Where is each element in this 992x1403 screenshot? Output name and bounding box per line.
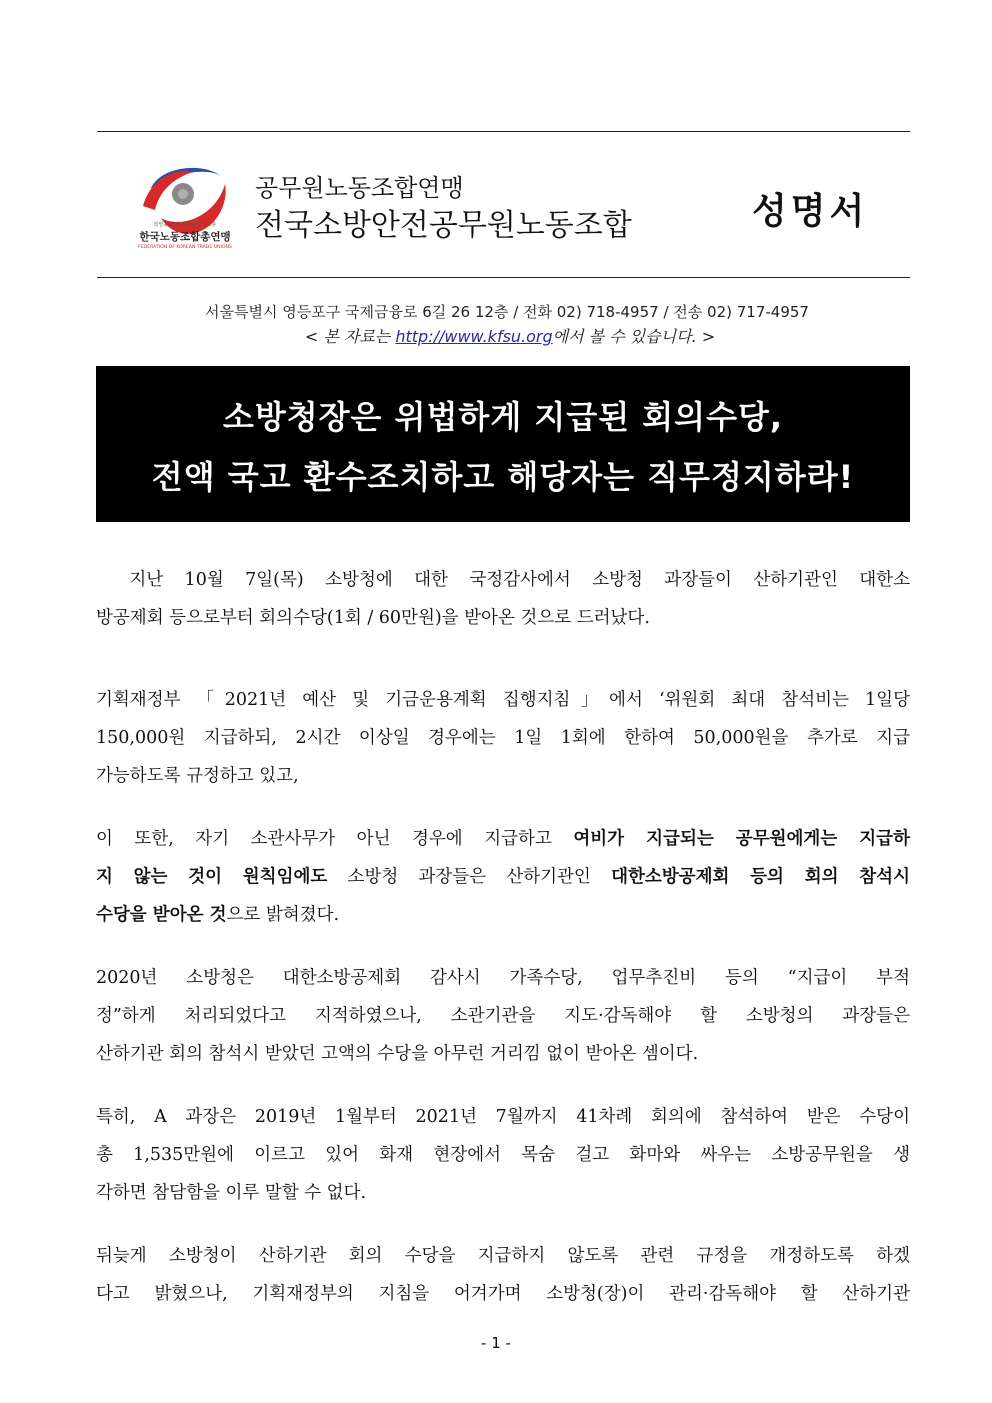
website-link[interactable]: http://www.kfsu.org <box>395 327 553 346</box>
paragraph-line <box>96 820 910 858</box>
note-prefix: < 본 자료는 <box>304 327 396 346</box>
paragraph-line: 산하기관 회의 참석시 받았던 고액의 수당을 아무런 거리낌 없이 받아온 셈이다. <box>96 1044 699 1064</box>
bottom-rule <box>97 277 910 278</box>
org-name-federation: 공무원노동조합연맹 <box>255 174 464 202</box>
bold-text-run: 대한소방공제회 등의 회의 참석시 <box>611 867 910 887</box>
paragraph-line: 뒤늦게 소방청이 산하기관 회의 수당을 지급하지 않도록 관련 규정을 개정하도록 하겠 <box>96 1246 910 1266</box>
paragraph-5 <box>96 1098 910 1212</box>
org-name-union: 전국소방안전공무원노동조합 <box>255 208 632 243</box>
paragraph-line: 방공제회 등으로부터 회의수당(1회 / 60만원)을 받아온 것으로 드러났다. <box>96 608 650 628</box>
paragraph-line: 기획재정부 「2021년 예산 및 기금운용계획 집행지침」에서 ‘위원회 최대 참석비는 1일당 <box>96 690 910 710</box>
top-rule <box>97 131 910 132</box>
paragraph-line: 2020년 소방청은 대한소방공제회 감사시 가족수당, 업무추진비 등의 “지급이 부적 <box>96 968 910 988</box>
headline-line-2: 전액 국고 환수조치하고 해당자는 직무정지하라! <box>151 458 855 496</box>
logo-tagline: 희망을 향해 하나된 한국노총 <box>153 222 217 228</box>
paragraph-6 <box>96 1237 910 1313</box>
paragraph-3 <box>96 820 910 934</box>
paragraph-1 <box>96 561 910 637</box>
paragraph-4 <box>96 959 910 1073</box>
paragraph-line: 특히, A 과장은 2019년 1월부터 2021년 7월까지 41차례 회의에 참석하여 받은 수당이 <box>96 1107 910 1127</box>
paragraph-line <box>96 896 910 934</box>
fktu-logo <box>133 158 243 253</box>
paragraph-line: 다고 밝혔으나, 기획재정부의 지침을 어겨가며 소방청(장)이 관리·감독해야 할 산하기관 <box>96 1284 910 1304</box>
paragraph-line: 150,000원 지급하되, 2시간 이상일 경우에는 1일 1회에 한하여 50,000원을 추가로 지급 <box>96 728 910 748</box>
headline-box <box>96 366 910 522</box>
logo-text-ko: 한국노동조합총연맹 <box>139 231 231 243</box>
paragraph-2 <box>96 681 910 795</box>
text-run: 으로 밝혀졌다. <box>226 905 340 925</box>
paragraph-line: 총 1,535만원에 이르고 있어 화재 현장에서 목숨 걸고 화마와 싸우는 소방공무원을 생 <box>96 1145 910 1165</box>
bold-text-run: 여비가 지급되는 공무원에게는 지급하 <box>573 829 910 849</box>
paragraph-line <box>96 858 910 896</box>
text-run: 소방청 과장들은 산하기관인 <box>327 867 612 887</box>
logo-text-en: FEDERATION OF KOREAN TRADE UNIONS <box>138 245 232 250</box>
document-type: 성명서 <box>752 191 869 232</box>
bold-text-run: 지 않는 것이 원칙임에도 <box>96 867 328 887</box>
headline-line-1: 소방청장은 위법하게 지급된 회의수당, <box>222 398 784 436</box>
website-note <box>0 324 992 347</box>
paragraph-line: 가능하도록 규정하고 있고, <box>96 766 299 786</box>
paragraph-line: 각하면 참담함을 이루 말할 수 없다. <box>96 1183 367 1203</box>
paragraph-line: 지난 10월 7일(목) 소방청에 대한 국정감사에서 소방청 과장들이 산하기관인 대한소 <box>96 570 910 590</box>
contact-address: 서울특별시 영등포구 국제금융로 6길 26 12층 / 전화 02) 718-4957 / 전송 02) 717-4957 <box>205 303 809 321</box>
text-run: 이 또한, 자기 소관사무가 아닌 경우에 지급하고 <box>96 829 574 849</box>
bold-text-run: 수당을 받아온 것 <box>96 905 227 925</box>
note-suffix: 에서 볼 수 있습니다. > <box>552 327 716 346</box>
page-number: - 1 - <box>481 1334 511 1352</box>
paragraph-line: 정”하게 처리되었다고 지적하였으나, 소관기관을 지도·감독해야 할 소방청의 과장들은 <box>96 1006 910 1026</box>
